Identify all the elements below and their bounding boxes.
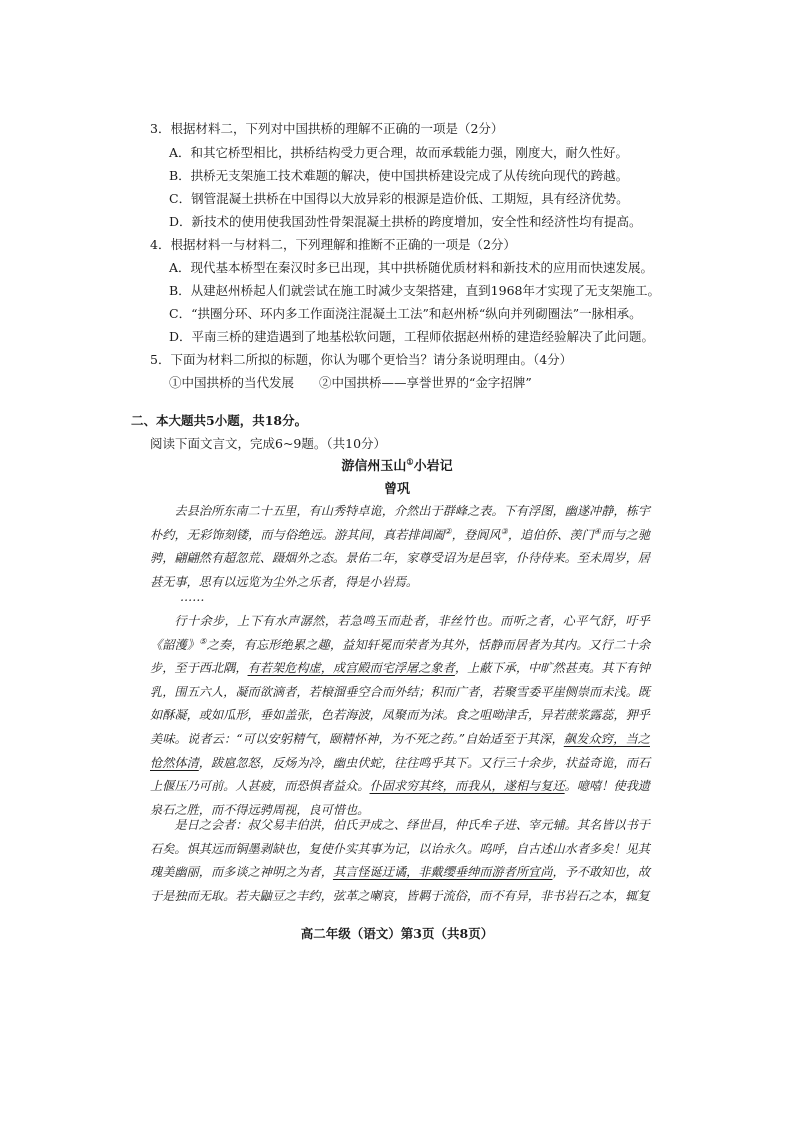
p2-underlined-sentence-3: 仆固求穷其终，而我从，遂相与复还 [369,779,565,794]
question-3-stem: 3．根据材料二，下列对中国拱桥的理解不正确的一项是（2分） [150,121,504,136]
passage-title [0,456,794,475]
passage-ellipsis: …… [180,590,205,604]
passage-paragraph-3 [150,814,650,908]
passage-title-text: 游信州玉山 [341,459,407,474]
p2-underlined-sentence-2: 飙发众窍，当之怆然体清 [150,731,650,770]
passage-author: 曾巩 [383,482,410,497]
p3-text-b: ，予不敢知也，故于是独而无取。若夫鼬豆之丰约，弦革之喇哀，皆羁于流俗，而不有异，非书岩石之本，辄复 [150,865,651,903]
question-3-option-d: D．新技术的使用使我国劲性骨架混凝土拱桥的跨度增加，安全性和经济性均有提高。 [169,214,642,229]
p1-note-2: ② [444,526,452,536]
question-4-stem: 4．根据材料一与材料二，下列理解和推断不正确的一项是（2分） [150,237,516,252]
question-5-stem: 5．下面为材料二所拟的标题，你认为哪个更恰当？请分条说明理由。（4分） [150,352,573,367]
question-5-options: ①中国拱桥的当代发展 ②中国拱桥——享誉世界的“金字招牌” [169,375,532,390]
passage-title-note: ① [406,456,414,467]
p2-text-e: 。噫嘻！使我遗泉石之胜，而不得远骋周视，良可惜也。 [150,779,650,817]
question-4-option-d: D．平南三桥的建造遇到了地基松软问题，工程师依据赵州桥的建造经验解决了此问题。 [169,329,655,344]
p1-note-4: ④ [593,526,602,536]
p2-text-d: ，跋扈忽怒，反炀为冷，幽虫伏蛇，往往鸣乎其下。又行三十余步，状益奇诡，而石上偃压乃可前。人甚疲，而恐惧者益众。 [150,755,650,794]
p3-text-a: 是日之会者：叔父易丰伯洪，伯氏尹成之、绎世昌，仲氏牟子进、宰元辅。其名皆以书于石矣。惧其远而铜墨剥缺也，复使仆实其事为记，以诒永久。呜呼，自古述山水者多矣！见其瑰美幽丽，而多谈之神明之为者， [150,818,650,880]
question-4-option-c: C．“拱圈分环、环内多工作面浇注混凝土工法”和赵州桥“纵向并列砌圈法”一脉相承。 [169,306,642,321]
p1-text-a: 去县治所东南二十五里，有山秀特卓诡，介然出于群峰之表。下有浮图，幽遂冲静，栋宇朴约，无彩饰刻镂，而与俗绝远。游其间，真若排阊阖 [150,504,650,542]
p3-underlined-sentence: 其言怪诞迂谲，非戴缨垂绅而游者所宜尚 [332,865,553,880]
question-3-option-b: B．拱桥无支架施工技术难题的解决，使中国拱桥建设完成了从传统向现代的跨越。 [169,168,629,183]
p1-note-3: ③ [500,526,508,536]
passage-title-rest: 小岩记 [413,459,453,474]
p1-text-b: ，登阆风 [451,527,501,542]
question-3-option-a: A．和其它桥型相比，拱桥结构受力更合理，故而承载能力强，刚度大，耐久性好。 [169,145,629,160]
page-footer: 高二年级（语文）第3页（共8页） [300,926,494,941]
p1-text-c: ，追伯侨、羡门 [507,527,594,542]
passage-paragraph-1 [150,500,650,594]
section-heading: 二、本大题共5小题，共18分。 [131,413,308,428]
p2-underlined-sentence-1: 有若架危构虚，成宫殿而宅浮屠之象者 [247,661,455,676]
question-3-option-c: C．钢管混凝土拱桥在中国得以大放异彩的根源是造价低、工期短，具有经济优势。 [169,191,629,206]
p1-text-d: 而与之驰骋，翩翩然有超忽荒、蹑烟外之态。景佑二年，家尊受诏为是邑宰，仆待侍来。至未周岁，居甚无事，思有以远览为尘外之乐者，得是小岩焉。 [150,527,651,589]
p2-note-5: ⑤ [199,636,207,646]
p2-text-c: ，上蔽下承，中旷然甚夷。其下有钟乳，围五六人，凝而欲滴者，若榱溜垂空合而外结；积而广者，若聚雪委平崖侧崇而未浅。既如酥凝，或如瓜形，垂如盖张，色若海波，凤聚而为沫。食之咀呦津舌，异若蔗浆露蕊，狎乎美味。说者云：“可以安躬精气，颐精怀神，为不死之药。”自始适至于其深， [150,661,651,746]
section-instruction: 阅读下面文言文，完成6~9题。（共10分） [150,436,387,451]
question-4-option-a: A．现代基本桥型在秦汉时多已出现，其中拱桥随优质材料和新技术的应用而快速发展。 [169,260,654,275]
passage-paragraph-2 [150,610,650,822]
p2-text-b: 之奏，有忘形绝累之趣，益知轩冕而荣者为其外，恬静而居者为其内。又行二十余步，至于西北隅， [150,637,651,676]
p2-text-a: 行十余步，上下有水声潺然，若急鸣玉而赴者，非丝竹也。而听之者，心平气舒，吁乎《韶濩》 [150,614,650,652]
question-4-option-b: B．从建赵州桥起人们就尝试在施工时减少支架搭建，直到1968年才实现了无支架施工。 [169,283,660,298]
